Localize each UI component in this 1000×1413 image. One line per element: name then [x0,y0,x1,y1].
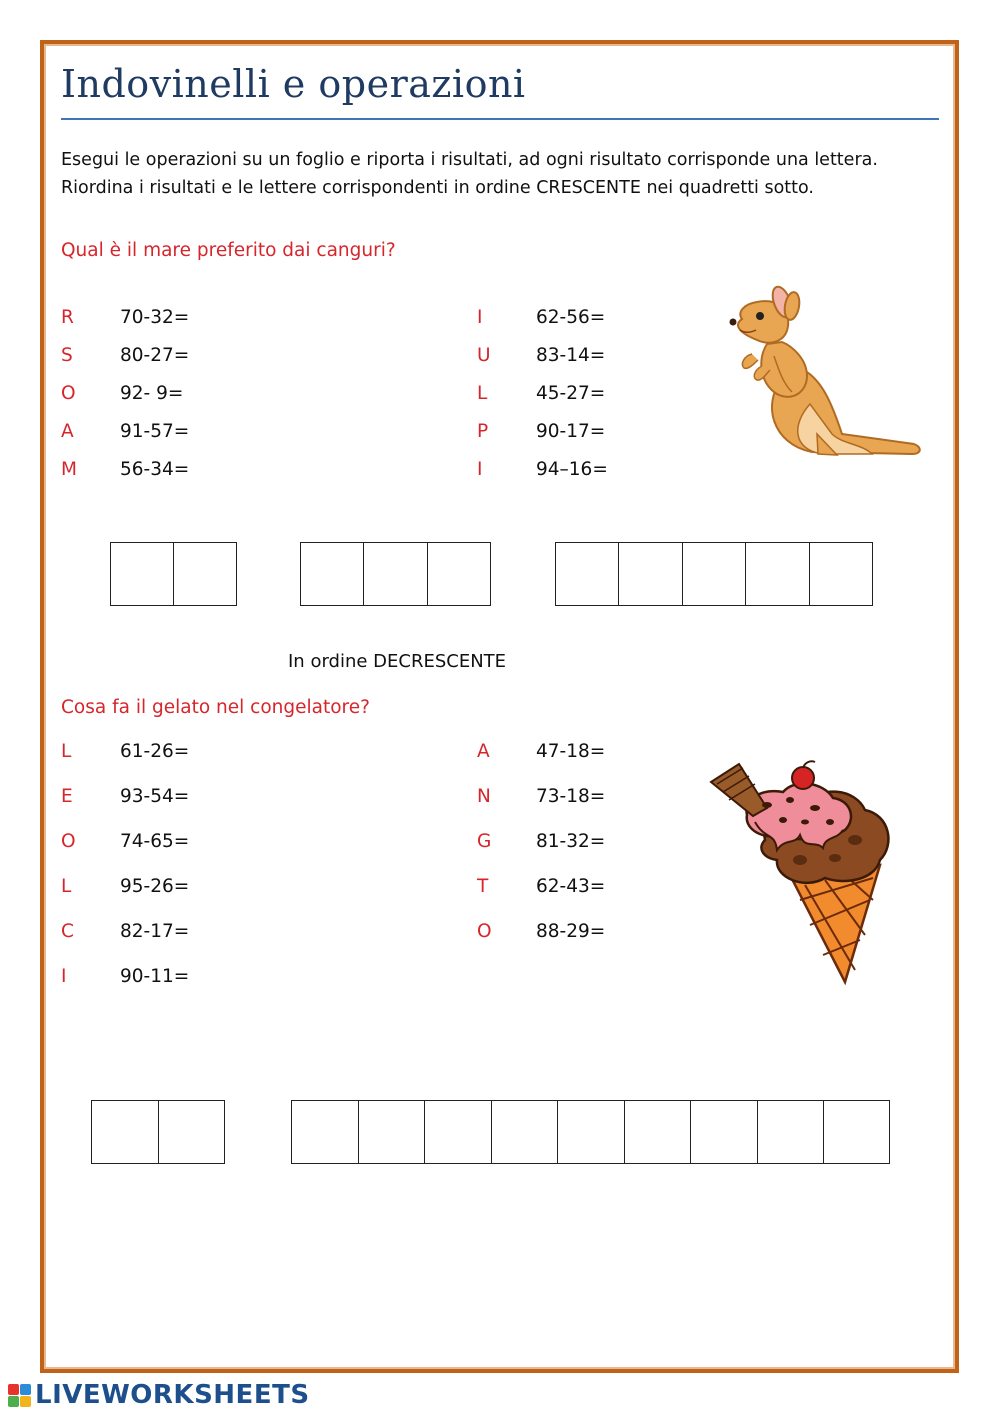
answer-box[interactable] [491,1100,558,1164]
operation-expression: 74-65= [120,831,190,852]
operation-letter: M [61,459,77,480]
answer-boxes-group [291,1100,890,1164]
answer-box[interactable] [557,1100,625,1164]
operation-letter: I [61,966,67,987]
operation-expression: 90-11= [120,966,190,987]
question-1: Qual è il mare preferito dai canguri? [61,240,396,261]
operation-expression: 70-32= [120,307,190,328]
operation-letter: L [477,383,488,404]
answer-box[interactable] [823,1100,890,1164]
operation-expression: 80-27= [120,345,190,366]
page-title: Indovinelli e operazioni [61,62,526,106]
answer-box[interactable] [809,542,873,606]
operation-letter: G [477,831,492,852]
operation-letter: T [477,876,489,897]
answer-box[interactable] [427,542,491,606]
operation-expression: 83-14= [536,345,606,366]
operation-letter: S [61,345,73,366]
answer-box[interactable] [110,542,174,606]
answer-box[interactable] [690,1100,758,1164]
answer-box[interactable] [624,1100,691,1164]
operation-letter: A [477,741,490,762]
answer-box[interactable] [158,1100,225,1164]
ice-cream-illustration [705,760,895,986]
operation-letter: A [61,421,74,442]
operation-letter: O [477,921,492,942]
operation-letter: U [477,345,491,366]
operation-letter: L [61,741,72,762]
operation-expression: 56-34= [120,459,190,480]
operation-expression: 82-17= [120,921,190,942]
brand-name: LIVEWORKSHEETS [35,1380,310,1410]
answer-box[interactable] [173,542,237,606]
answer-box[interactable] [358,1100,425,1164]
footer-brand [8,1380,310,1410]
answer-box[interactable] [300,542,364,606]
operation-expression: 45-27= [536,383,606,404]
operation-expression: 47-18= [536,741,606,762]
title-underline [61,118,939,120]
operation-expression: 61-26= [120,741,190,762]
kangaroo-illustration [722,284,926,462]
answer-boxes-group [300,542,491,606]
operation-letter: R [61,307,74,328]
operation-letter: O [61,831,76,852]
operation-expression: 91-57= [120,421,190,442]
answer-box[interactable] [555,542,619,606]
operation-expression: 62-56= [536,307,606,328]
operation-expression: 93-54= [120,786,190,807]
answer-box[interactable] [757,1100,824,1164]
operation-letter: E [61,786,73,807]
instructions-text: Esegui le operazioni su un foglio e riporta i risultati, ad ogni risultato corrisponde una lettera. Riordina i risultati e le lettere corrispondenti in ordine CRESCENTE nei quadretti sotto. [61,150,878,198]
liveworksheets-logo-icon [8,1384,31,1407]
answer-box[interactable] [424,1100,492,1164]
order-instruction: In ordine DECRESCENTE [288,651,507,672]
operation-expression: 95-26= [120,876,190,897]
operation-letter: I [477,459,483,480]
operation-letter: N [477,786,491,807]
operation-letter: L [61,876,72,897]
operation-expression: 90-17= [536,421,606,442]
answer-box[interactable] [682,542,746,606]
operation-letter: I [477,307,483,328]
operation-expression: 81-32= [536,831,606,852]
answer-boxes-group [110,542,237,606]
answer-box[interactable] [745,542,810,606]
operation-letter: P [477,421,489,442]
answer-box[interactable] [618,542,683,606]
operation-expression: 73-18= [536,786,606,807]
operation-expression: 88-29= [536,921,606,942]
question-2: Cosa fa il gelato nel congelatore? [61,697,370,718]
operation-expression: 94–16= [536,459,608,480]
answer-box[interactable] [91,1100,159,1164]
answer-box[interactable] [363,542,428,606]
operation-letter: O [61,383,76,404]
answer-boxes-group [555,542,873,606]
operation-expression: 62-43= [536,876,606,897]
operation-expression: 92- 9= [120,383,184,404]
answer-box[interactable] [291,1100,359,1164]
answer-boxes-group [91,1100,225,1164]
operation-letter: C [61,921,74,942]
